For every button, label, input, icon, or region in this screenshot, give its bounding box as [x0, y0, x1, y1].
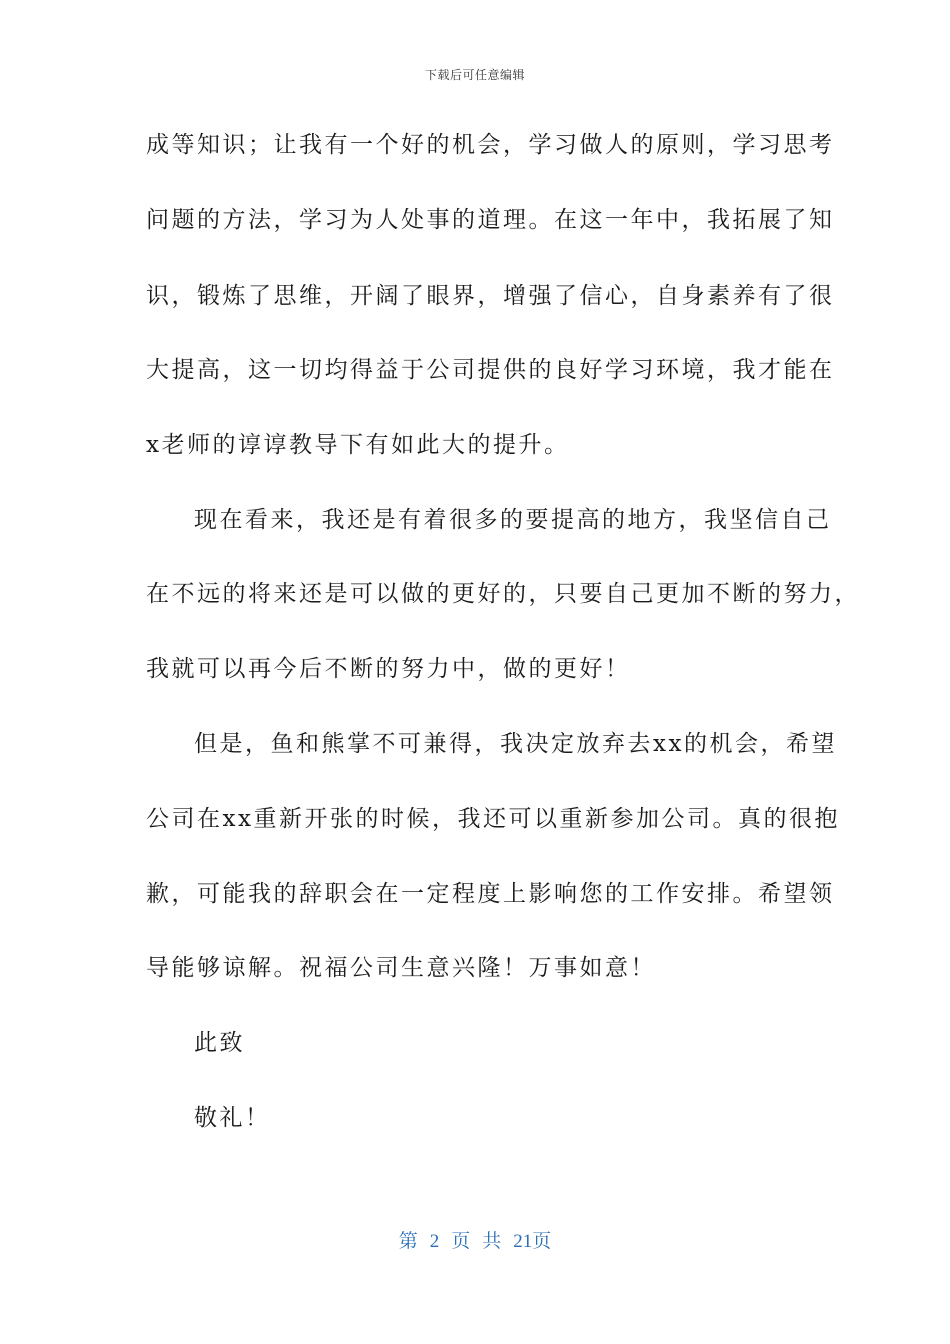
page-footer	[0, 1226, 950, 1253]
text-line: 歉，可能我的辞职会在一定程度上影响您的工作安排。希望领	[146, 881, 835, 907]
footer-di: 第	[398, 1231, 418, 1252]
text-line: x老师的谆谆教导下有如此大的提升。	[146, 432, 570, 458]
text-line: 但是，鱼和熊掌不可兼得，我决定放弃去xx的机会，希望	[194, 731, 837, 757]
text-line: 问题的方法，学习为人处事的道理。在这一年中，我拓展了知	[146, 207, 835, 233]
text-line: 大提高，这一切均得益于公司提供的良好学习环境，我才能在	[146, 357, 835, 383]
text-line: 我就可以再今后不断的努力中，做的更好！	[146, 656, 631, 682]
text-line: 导能够谅解。祝福公司生意兴隆！万事如意！	[146, 955, 656, 981]
text-line: 在不远的将来还是可以做的更好的，只要自己更加不断的努力，	[146, 581, 860, 607]
closing-regards: 敬礼！	[194, 1105, 271, 1131]
footer-gong: 共	[482, 1231, 502, 1252]
page-header: 下载后可任意编辑	[424, 68, 525, 82]
footer-total-pages: 21页	[513, 1231, 552, 1252]
footer-page-number: 2	[429, 1231, 440, 1252]
text-line: 现在看来，我还是有着很多的要提高的地方，我坚信自己	[194, 507, 832, 533]
footer-ye: 页	[451, 1231, 471, 1252]
text-line: 识，锻炼了思维，开阔了眼界，增强了信心，自身素养有了很	[146, 283, 835, 309]
text-line: 成等知识；让我有一个好的机会，学习做人的原则，学习思考	[146, 132, 835, 158]
closing-salutation: 此致	[194, 1030, 245, 1056]
text-line: 公司在xx重新开张的时候，我还可以重新参加公司。真的很抱	[146, 806, 840, 832]
